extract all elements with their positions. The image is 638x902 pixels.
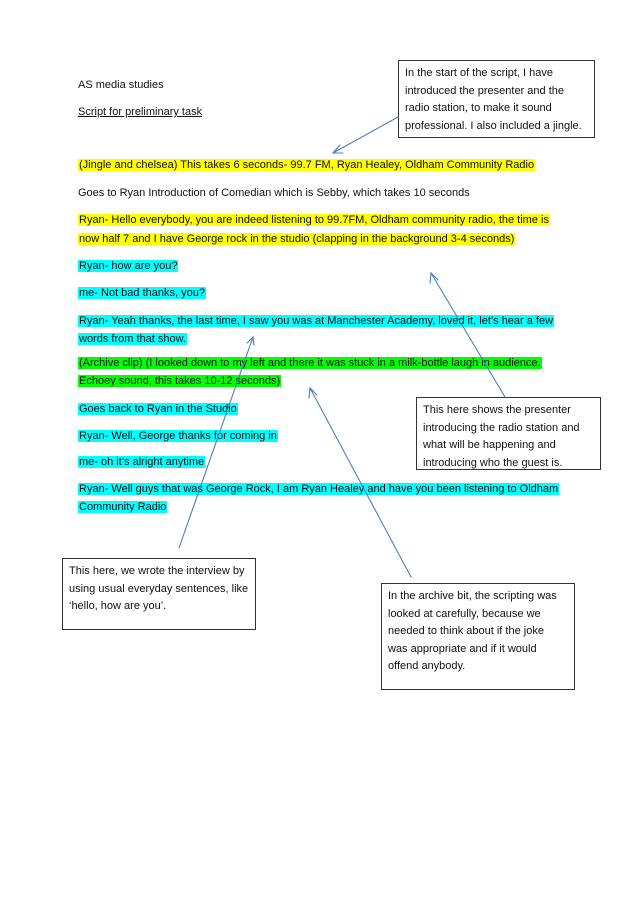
highlighted-text: Community Radio bbox=[79, 501, 167, 513]
script-line-thanks bbox=[78, 428, 278, 444]
highlighted-text: now half 7 and I have George rock in the studio (clapping in the background 3-4 seconds) bbox=[79, 233, 515, 245]
arrow-top-right bbox=[333, 117, 398, 153]
script-line-archive-2 bbox=[78, 373, 281, 389]
script-line-jingle bbox=[78, 157, 535, 173]
script-line-manchester-1 bbox=[78, 313, 554, 329]
annotation-line: introducing the radio station and bbox=[423, 421, 580, 434]
arrow-middle-right bbox=[430, 273, 505, 397]
highlighted-text: (Archive clip) (I looked down to my left and there it was stuck in a milk-bottle laugh in audience. bbox=[79, 357, 541, 369]
script-line-outro-1 bbox=[78, 481, 559, 497]
highlighted-text: (Jingle and chelsea) This takes 6 seconds- 99.7 FM, Ryan Healey, Oldham Community Radio bbox=[79, 159, 535, 171]
script-line-back-to-studio bbox=[78, 401, 238, 417]
annotation-line: In the start of the script, I have bbox=[405, 67, 553, 79]
highlighted-text: me- oh it’s alright anytime bbox=[79, 456, 205, 468]
script-line-manchester-2 bbox=[78, 331, 187, 347]
script-line-how-are-you bbox=[78, 258, 178, 274]
annotation-line: needed to think about if the joke bbox=[388, 625, 544, 637]
script-line-hello-1 bbox=[78, 212, 550, 228]
script-line-not-bad bbox=[78, 285, 206, 301]
annotation-line: This here shows the presenter bbox=[423, 404, 571, 416]
highlighted-text: words from that show. bbox=[79, 333, 186, 345]
annotation-line: looked at carefully, because we bbox=[388, 607, 541, 620]
annotation-line: In the archive bit, the scripting was bbox=[388, 590, 557, 602]
annotation-box-bottom-left bbox=[62, 558, 256, 630]
script-line-outro-2 bbox=[78, 499, 167, 515]
annotation-box-middle-right bbox=[416, 397, 601, 470]
annotation-line: introduced the presenter and the bbox=[405, 84, 565, 97]
annotation-line: using usual everyday sentences, like bbox=[69, 582, 249, 595]
annotation-box-bottom-right bbox=[381, 583, 575, 690]
annotation-line: was appropriate and if it would bbox=[388, 642, 537, 655]
annotation-line: professional. I also included a jingle. bbox=[405, 119, 582, 132]
highlighted-text: Ryan- Yeah thanks, the last time, I saw you was at Manchester Academy, loved it, let’s hear a few bbox=[79, 315, 554, 327]
highlighted-text: Goes back to Ryan in the Studio bbox=[79, 403, 237, 415]
annotation-line: radio station, to make it sound bbox=[405, 102, 552, 114]
highlighted-text: Ryan- how are you? bbox=[79, 260, 178, 272]
highlighted-text: Ryan- Hello everybody, you are indeed listening to 99.7FM, Oldham community radio, the time is bbox=[79, 214, 549, 226]
highlighted-text: me- Not bad thanks, you? bbox=[79, 287, 205, 299]
annotation-line: ‘hello, how are you’. bbox=[69, 600, 167, 612]
annotation-line: offend anybody. bbox=[388, 660, 466, 672]
script-line-hello-2 bbox=[78, 231, 515, 247]
script-line-intro: Goes to Ryan Introduction of Comedian which is Sebby, which takes 10 seconds bbox=[78, 187, 470, 199]
annotation-line: This here, we wrote the interview by bbox=[69, 565, 245, 577]
annotation-line: what will be happening and bbox=[423, 439, 556, 451]
annotation-line: introducing who the guest is. bbox=[423, 456, 563, 469]
doc-subheading: Script for preliminary task bbox=[78, 106, 203, 118]
script-line-archive-1 bbox=[78, 355, 542, 371]
doc-heading: AS media studies bbox=[78, 79, 164, 91]
highlighted-text: Ryan- Well, George thanks for coming in bbox=[79, 430, 277, 442]
highlighted-text: Ryan- Well guys that was George Rock, I am Ryan Healey and have you been listening to Oldham bbox=[79, 483, 559, 495]
annotation-box-top-right bbox=[398, 60, 595, 138]
script-line-anytime bbox=[78, 454, 205, 470]
highlighted-text: Echoey sound, this takes 10-12 seconds) bbox=[79, 375, 281, 387]
